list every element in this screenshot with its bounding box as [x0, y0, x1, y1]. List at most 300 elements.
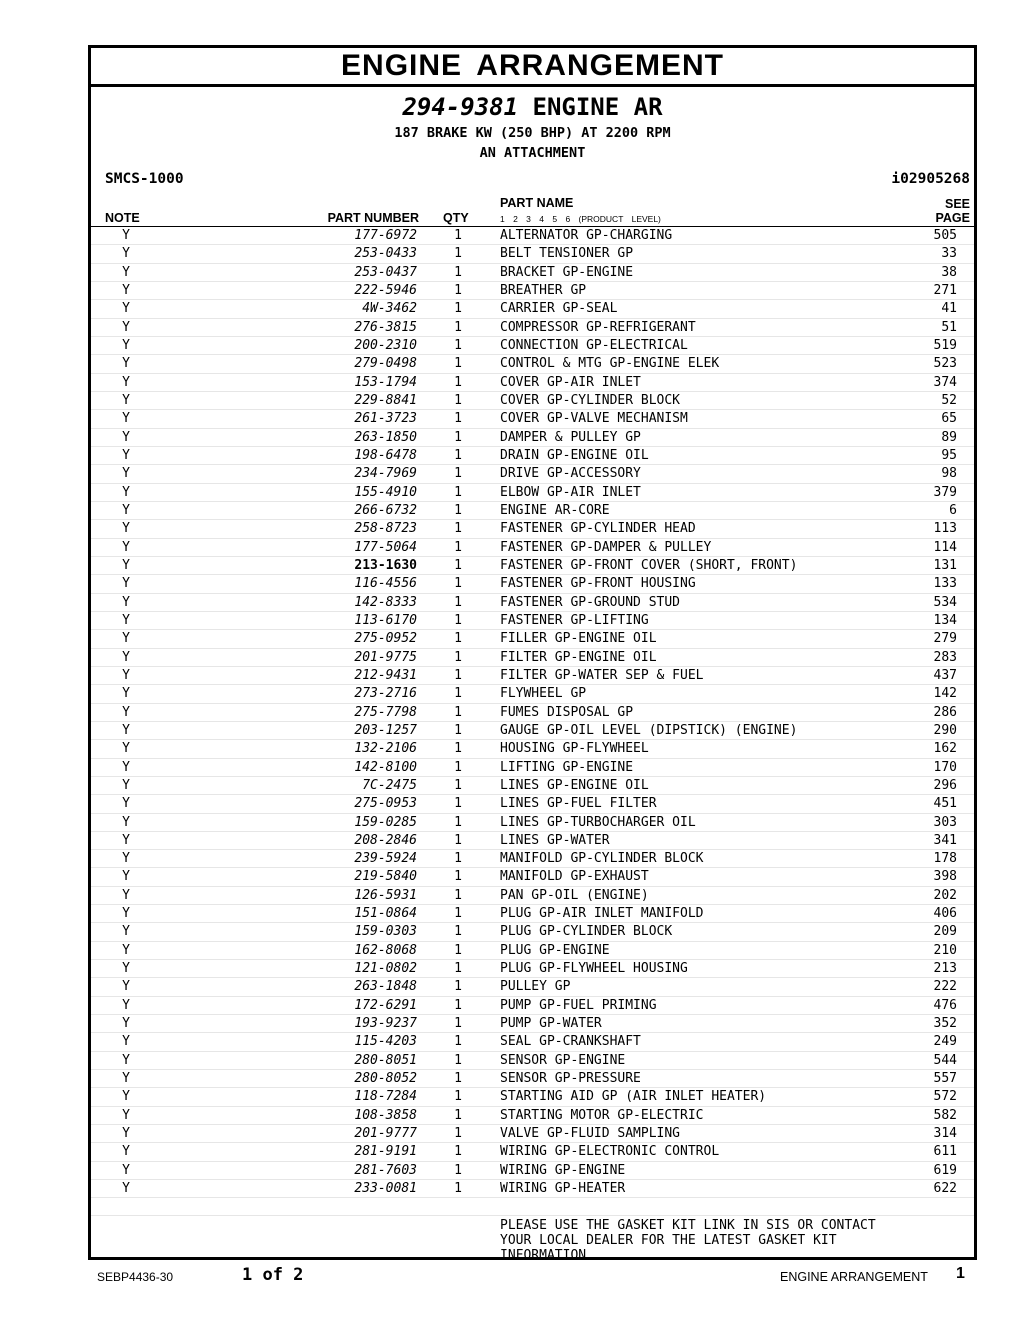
note-cell: Y — [122, 667, 130, 683]
table-row — [91, 868, 974, 886]
table-row — [91, 337, 974, 355]
part-number-cell: 229-8841 — [354, 392, 417, 408]
parts-list-frame — [88, 45, 977, 1263]
part-number-cell: 253-0437 — [354, 264, 417, 280]
part-number-cell: 261-3723 — [354, 411, 417, 427]
note-cell: Y — [122, 869, 130, 885]
part-number-cell: 275-0953 — [354, 796, 417, 812]
table-row — [91, 777, 974, 795]
see-page-cell: 95 — [941, 447, 957, 463]
table-row — [91, 1015, 974, 1033]
see-page-cell: 213 — [933, 961, 957, 977]
note-cell: Y — [122, 1107, 130, 1123]
part-number-cell: 203-1257 — [354, 722, 417, 738]
see-page-cell: 210 — [933, 942, 957, 958]
part-number-cell: 172-6291 — [354, 997, 417, 1013]
part-name-cell: FASTENER GP-DAMPER & PULLEY — [500, 539, 712, 555]
part-name-cell: FILTER GP-WATER SEP & FUEL — [500, 667, 704, 683]
note-cell: Y — [122, 1144, 130, 1160]
table-row — [91, 1033, 974, 1051]
part-number-cell: 266-6732 — [354, 502, 417, 518]
note-cell: Y — [122, 374, 130, 390]
note-cell: Y — [122, 741, 130, 757]
part-name-cell: BELT TENSIONER GP — [500, 246, 634, 262]
part-name-cell: LINES GP-ENGINE OIL — [500, 777, 649, 793]
part-name-cell: LINES GP-FUEL FILTER — [500, 796, 657, 812]
qty-cell: 1 — [454, 961, 462, 977]
part-name-cell: COVER GP-CYLINDER BLOCK — [500, 392, 681, 408]
table-row — [91, 1143, 974, 1161]
column-header-part-number: PART NUMBER — [327, 211, 419, 225]
qty-cell: 1 — [454, 722, 462, 738]
qty-cell: 1 — [454, 759, 462, 775]
part-name-cell: WIRING GP-ENGINE — [500, 1162, 626, 1178]
note-cell: Y — [122, 319, 130, 335]
note-cell: Y — [122, 466, 130, 482]
part-number-cell: 121-0802 — [354, 961, 417, 977]
see-page-cell: 582 — [933, 1107, 957, 1123]
see-page-cell: 202 — [933, 887, 957, 903]
see-page-cell: 534 — [933, 594, 957, 610]
table-row — [91, 465, 974, 483]
table-row — [91, 850, 974, 868]
part-name-cell: ENGINE AR-CORE — [500, 502, 610, 518]
part-number-cell: 142-8333 — [354, 594, 417, 610]
see-page-cell: 290 — [933, 722, 957, 738]
note-cell: Y — [122, 337, 130, 353]
see-page-cell: 286 — [933, 704, 957, 720]
table-row — [91, 520, 974, 538]
qty-cell: 1 — [454, 429, 462, 445]
table-row — [91, 1162, 974, 1180]
see-page-cell: 113 — [933, 521, 957, 537]
footer-section-title: ENGINE ARRANGEMENT — [780, 1270, 928, 1284]
note-cell: Y — [122, 502, 130, 518]
see-page-cell: 379 — [933, 484, 957, 500]
note-cell: Y — [122, 576, 130, 592]
table-row — [91, 447, 974, 465]
qty-cell: 1 — [454, 264, 462, 280]
note-cell: Y — [122, 282, 130, 298]
note-cell: Y — [122, 796, 130, 812]
table-row — [91, 300, 974, 318]
part-number-cell: 263-1850 — [354, 429, 417, 445]
table-row — [91, 942, 974, 960]
qty-cell: 1 — [454, 356, 462, 372]
see-page-cell: 114 — [933, 539, 957, 555]
table-row — [91, 227, 974, 245]
part-number-cell: 159-0303 — [354, 924, 417, 940]
table-row — [91, 392, 974, 410]
part-name-cell: PUMP GP-WATER — [500, 1016, 602, 1032]
part-name-cell: HOUSING GP-FLYWHEEL — [500, 741, 649, 757]
note-divider — [91, 1215, 974, 1216]
table-row — [91, 923, 974, 941]
part-name-cell: SEAL GP-CRANKSHAFT — [500, 1034, 641, 1050]
see-page-cell: 303 — [933, 814, 957, 830]
part-number-cell: 208-2846 — [354, 832, 417, 848]
note-cell: Y — [122, 539, 130, 555]
table-row — [91, 740, 974, 758]
part-name-cell: BRACKET GP-ENGINE — [500, 264, 634, 280]
table-row — [91, 1052, 974, 1070]
arrangement-heading — [91, 92, 974, 122]
table-row — [91, 1125, 974, 1143]
qty-cell: 1 — [454, 704, 462, 720]
table-row — [91, 997, 974, 1015]
qty-cell: 1 — [454, 924, 462, 940]
footer-page-of: 1 of 2 — [242, 1265, 304, 1285]
rating-line: 187 BRAKE KW (250 BHP) AT 2200 RPM — [394, 125, 671, 141]
note-cell: Y — [122, 704, 130, 720]
table-row — [91, 1070, 974, 1088]
part-name-cell: MANIFOLD GP-EXHAUST — [500, 869, 649, 885]
note-cell: Y — [122, 594, 130, 610]
see-page-cell: 38 — [941, 264, 957, 280]
see-page-cell: 544 — [933, 1052, 957, 1068]
see-page-cell: 611 — [933, 1144, 957, 1160]
table-row — [91, 539, 974, 557]
see-page-cell: 209 — [933, 924, 957, 940]
table-row — [91, 832, 974, 850]
note-cell: Y — [122, 631, 130, 647]
column-header-see: SEE — [944, 197, 970, 211]
table-row — [91, 282, 974, 300]
note-cell: Y — [122, 264, 130, 280]
product-level-legend: 1 2 3 4 5 6 (PRODUCT LEVEL) — [500, 214, 661, 224]
qty-cell: 1 — [454, 942, 462, 958]
qty-cell: 1 — [454, 521, 462, 537]
gasket-kit-note: PLEASE USE THE GASKET KIT LINK IN SIS OR CONTACT YOUR LOCAL DEALER FOR THE LATEST GASKET KIT INFORMATION — [500, 1218, 876, 1263]
see-page-cell: 398 — [933, 869, 957, 885]
qty-cell: 1 — [454, 374, 462, 390]
note-cell: Y — [122, 722, 130, 738]
part-number-cell: 155-4910 — [354, 484, 417, 500]
part-number-cell: 280-8051 — [354, 1052, 417, 1068]
see-page-cell: 557 — [933, 1071, 957, 1087]
part-number-cell: 212-9431 — [354, 667, 417, 683]
part-name-cell: FASTENER GP-CYLINDER HEAD — [500, 521, 696, 537]
table-row — [91, 1088, 974, 1106]
part-name-cell: DRAIN GP-ENGINE OIL — [500, 447, 649, 463]
qty-cell: 1 — [454, 906, 462, 922]
part-name-cell: FASTENER GP-FRONT HOUSING — [500, 576, 696, 592]
table-row — [91, 722, 974, 740]
part-number-cell: 7C-2475 — [362, 777, 417, 793]
see-page-cell: 134 — [933, 612, 957, 628]
qty-cell: 1 — [454, 649, 462, 665]
qty-cell: 1 — [454, 887, 462, 903]
note-cell: Y — [122, 832, 130, 848]
part-number-cell: 151-0864 — [354, 906, 417, 922]
part-name-cell: CONTROL & MTG GP-ENGINE ELEK — [500, 356, 720, 372]
part-number-cell: 200-2310 — [354, 337, 417, 353]
see-page-cell: 352 — [933, 1016, 957, 1032]
note-cell: Y — [122, 447, 130, 463]
note-cell: Y — [122, 924, 130, 940]
qty-cell: 1 — [454, 1052, 462, 1068]
qty-cell: 1 — [454, 869, 462, 885]
part-number-cell: 113-6170 — [354, 612, 417, 628]
table-row — [91, 264, 974, 282]
qty-cell: 1 — [454, 631, 462, 647]
see-page-cell: 142 — [933, 686, 957, 702]
see-page-cell: 341 — [933, 832, 957, 848]
footer-page-number: 1 — [956, 1265, 965, 1282]
note-cell: Y — [122, 1071, 130, 1087]
note-cell: Y — [122, 557, 130, 573]
see-page-cell: 249 — [933, 1034, 957, 1050]
smcs-code: SMCS-1000 — [105, 171, 184, 187]
see-page-cell: 133 — [933, 576, 957, 592]
table-row — [91, 795, 974, 813]
qty-cell: 1 — [454, 997, 462, 1013]
note-cell: Y — [122, 1089, 130, 1105]
part-number-cell: 273-2716 — [354, 686, 417, 702]
see-page-cell: 619 — [933, 1162, 957, 1178]
table-row — [91, 1180, 974, 1198]
qty-cell: 1 — [454, 246, 462, 262]
qty-cell: 1 — [454, 1144, 462, 1160]
part-name-cell: FASTENER GP-FRONT COVER (SHORT, FRONT) — [500, 557, 798, 573]
part-number-cell: 115-4203 — [354, 1034, 417, 1050]
qty-cell: 1 — [454, 447, 462, 463]
see-page-cell: 296 — [933, 777, 957, 793]
part-name-cell: LINES GP-WATER — [500, 832, 610, 848]
part-number-cell: 153-1794 — [354, 374, 417, 390]
arrangement-name: ENGINE AR — [518, 93, 663, 121]
part-number-cell: 279-0498 — [354, 356, 417, 372]
part-number-cell: 108-3858 — [354, 1107, 417, 1123]
part-name-cell: ELBOW GP-AIR INLET — [500, 484, 641, 500]
qty-cell: 1 — [454, 667, 462, 683]
part-name-cell: ALTERNATOR GP-CHARGING — [500, 228, 673, 243]
see-page-cell: 51 — [941, 319, 957, 335]
part-name-cell: WIRING GP-ELECTRONIC CONTROL — [500, 1144, 720, 1160]
qty-cell: 1 — [454, 301, 462, 317]
part-number-cell: 201-9775 — [354, 649, 417, 665]
note-cell: Y — [122, 851, 130, 867]
part-number-cell: 239-5924 — [354, 851, 417, 867]
part-number-cell: 4W-3462 — [362, 301, 417, 317]
see-page-cell: 98 — [941, 466, 957, 482]
note-cell: Y — [122, 301, 130, 317]
part-number-cell: 222-5946 — [354, 282, 417, 298]
see-page-cell: 271 — [933, 282, 957, 298]
page-title: ENGINE ARRANGEMENT — [91, 48, 974, 87]
table-row — [91, 905, 974, 923]
see-page-cell: 33 — [941, 246, 957, 262]
qty-cell: 1 — [454, 979, 462, 995]
qty-cell: 1 — [454, 686, 462, 702]
part-name-cell: GAUGE GP-OIL LEVEL (DIPSTICK) (ENGINE) — [500, 722, 798, 738]
see-page-cell: 437 — [933, 667, 957, 683]
part-number-cell: 142-8100 — [354, 759, 417, 775]
qty-cell: 1 — [454, 1071, 462, 1087]
part-number-cell: 263-1848 — [354, 979, 417, 995]
part-name-cell: CARRIER GP-SEAL — [500, 301, 618, 317]
part-number-cell: 233-0081 — [354, 1181, 417, 1197]
part-name-cell: PLUG GP-CYLINDER BLOCK — [500, 924, 673, 940]
table-row — [91, 484, 974, 502]
see-page-cell: 406 — [933, 906, 957, 922]
table-row — [91, 978, 974, 996]
part-name-cell: VALVE GP-FLUID SAMPLING — [500, 1126, 681, 1142]
see-page-cell: 89 — [941, 429, 957, 445]
qty-cell: 1 — [454, 319, 462, 335]
part-number-cell: 280-8052 — [354, 1071, 417, 1087]
table-row — [91, 575, 974, 593]
note-cell: Y — [122, 1181, 130, 1197]
part-name-cell: FASTENER GP-LIFTING — [500, 612, 649, 628]
qty-cell: 1 — [454, 557, 462, 573]
part-name-cell: FILTER GP-ENGINE OIL — [500, 649, 657, 665]
note-cell: Y — [122, 997, 130, 1013]
part-name-cell: LINES GP-TURBOCHARGER OIL — [500, 814, 696, 830]
qty-cell: 1 — [454, 411, 462, 427]
part-name-cell: SENSOR GP-PRESSURE — [500, 1071, 641, 1087]
qty-cell: 1 — [454, 337, 462, 353]
part-name-cell: FLYWHEEL GP — [500, 686, 587, 702]
part-number-cell: 201-9777 — [354, 1126, 417, 1142]
part-name-cell: FASTENER GP-GROUND STUD — [500, 594, 681, 610]
qty-cell: 1 — [454, 1034, 462, 1050]
parts-table-body — [91, 227, 974, 1198]
see-page-cell: 6 — [949, 502, 957, 518]
part-number-cell: 177-5064 — [354, 539, 417, 555]
qty-cell: 1 — [454, 1107, 462, 1123]
part-name-cell: CONNECTION GP-ELECTRICAL — [500, 337, 688, 353]
note-cell: Y — [122, 1126, 130, 1142]
see-page-cell: 279 — [933, 631, 957, 647]
table-row — [91, 502, 974, 520]
part-name-cell: STARTING AID GP (AIR INLET HEATER) — [500, 1089, 767, 1105]
qty-cell: 1 — [454, 814, 462, 830]
table-row — [91, 374, 974, 392]
note-cell: Y — [122, 777, 130, 793]
part-number-cell: 275-0952 — [354, 631, 417, 647]
part-name-cell: LIFTING GP-ENGINE — [500, 759, 634, 775]
see-page-cell: 374 — [933, 374, 957, 390]
table-row — [91, 594, 974, 612]
part-name-cell: PLUG GP-ENGINE — [500, 942, 610, 958]
table-row — [91, 245, 974, 263]
info-id: i02905268 — [891, 171, 970, 187]
table-row — [91, 410, 974, 428]
qty-cell: 1 — [454, 502, 462, 518]
see-page-cell: 52 — [941, 392, 957, 408]
part-name-cell: COVER GP-AIR INLET — [500, 374, 641, 390]
qty-cell: 1 — [454, 1016, 462, 1032]
note-cell: Y — [122, 429, 130, 445]
arrangement-part-number: 294-9381 — [402, 93, 519, 121]
table-row — [91, 685, 974, 703]
qty-cell: 1 — [454, 777, 462, 793]
table-row — [91, 612, 974, 630]
table-row — [91, 649, 974, 667]
see-page-cell: 519 — [933, 337, 957, 353]
qty-cell: 1 — [454, 1162, 462, 1178]
note-cell: Y — [122, 979, 130, 995]
part-number-cell: 234-7969 — [354, 466, 417, 482]
note-cell: Y — [122, 356, 130, 372]
part-name-cell: FUMES DISPOSAL GP — [500, 704, 634, 720]
see-page-cell: 505 — [933, 228, 957, 243]
table-row — [91, 1107, 974, 1125]
table-row — [91, 887, 974, 905]
qty-cell: 1 — [454, 1089, 462, 1105]
part-number-cell: 213-1630 — [354, 557, 417, 573]
table-row — [91, 355, 974, 373]
see-page-cell: 451 — [933, 796, 957, 812]
note-cell: Y — [122, 228, 130, 243]
note-cell: Y — [122, 392, 130, 408]
part-number-cell: 193-9237 — [354, 1016, 417, 1032]
part-name-cell: STARTING MOTOR GP-ELECTRIC — [500, 1107, 704, 1123]
column-header-qty: QTY — [443, 211, 469, 225]
table-row — [91, 814, 974, 832]
table-row — [91, 704, 974, 722]
note-cell: Y — [122, 649, 130, 665]
note-cell: Y — [122, 521, 130, 537]
note-cell: Y — [122, 411, 130, 427]
see-page-cell: 41 — [941, 301, 957, 317]
table-row — [91, 630, 974, 648]
part-name-cell: COMPRESSOR GP-REFRIGERANT — [500, 319, 696, 335]
note-cell: Y — [122, 906, 130, 922]
table-row — [91, 759, 974, 777]
part-number-cell: 177-6972 — [354, 228, 417, 243]
part-number-cell: 126-5931 — [354, 887, 417, 903]
part-number-cell: 198-6478 — [354, 447, 417, 463]
part-name-cell: PLUG GP-AIR INLET MANIFOLD — [500, 906, 704, 922]
column-header-page: PAGE — [935, 211, 970, 225]
note-cell: Y — [122, 1034, 130, 1050]
part-name-cell: PULLEY GP — [500, 979, 571, 995]
table-row — [91, 557, 974, 575]
qty-cell: 1 — [454, 851, 462, 867]
part-number-cell: 253-0433 — [354, 246, 417, 262]
column-header-part-name: PART NAME — [500, 196, 574, 210]
see-page-cell: 131 — [933, 557, 957, 573]
qty-cell: 1 — [454, 539, 462, 555]
note-cell: Y — [122, 1052, 130, 1068]
see-page-cell: 476 — [933, 997, 957, 1013]
table-row — [91, 429, 974, 447]
footer-doc-id: SEBP4436-30 — [97, 1270, 174, 1284]
qty-cell: 1 — [454, 594, 462, 610]
part-name-cell: BREATHER GP — [500, 282, 587, 298]
see-page-cell: 178 — [933, 851, 957, 867]
qty-cell: 1 — [454, 282, 462, 298]
see-page-cell: 622 — [933, 1181, 957, 1197]
part-number-cell: 219-5840 — [354, 869, 417, 885]
see-page-cell: 65 — [941, 411, 957, 427]
note-cell: Y — [122, 942, 130, 958]
note-cell: Y — [122, 887, 130, 903]
see-page-cell: 283 — [933, 649, 957, 665]
qty-cell: 1 — [454, 484, 462, 500]
part-number-cell: 275-7798 — [354, 704, 417, 720]
qty-cell: 1 — [454, 1181, 462, 1197]
table-row — [91, 319, 974, 337]
table-row — [91, 960, 974, 978]
note-cell: Y — [122, 686, 130, 702]
part-number-cell: 281-7603 — [354, 1162, 417, 1178]
part-number-cell: 258-8723 — [354, 521, 417, 537]
part-name-cell: PLUG GP-FLYWHEEL HOUSING — [500, 961, 688, 977]
note-cell: Y — [122, 1016, 130, 1032]
